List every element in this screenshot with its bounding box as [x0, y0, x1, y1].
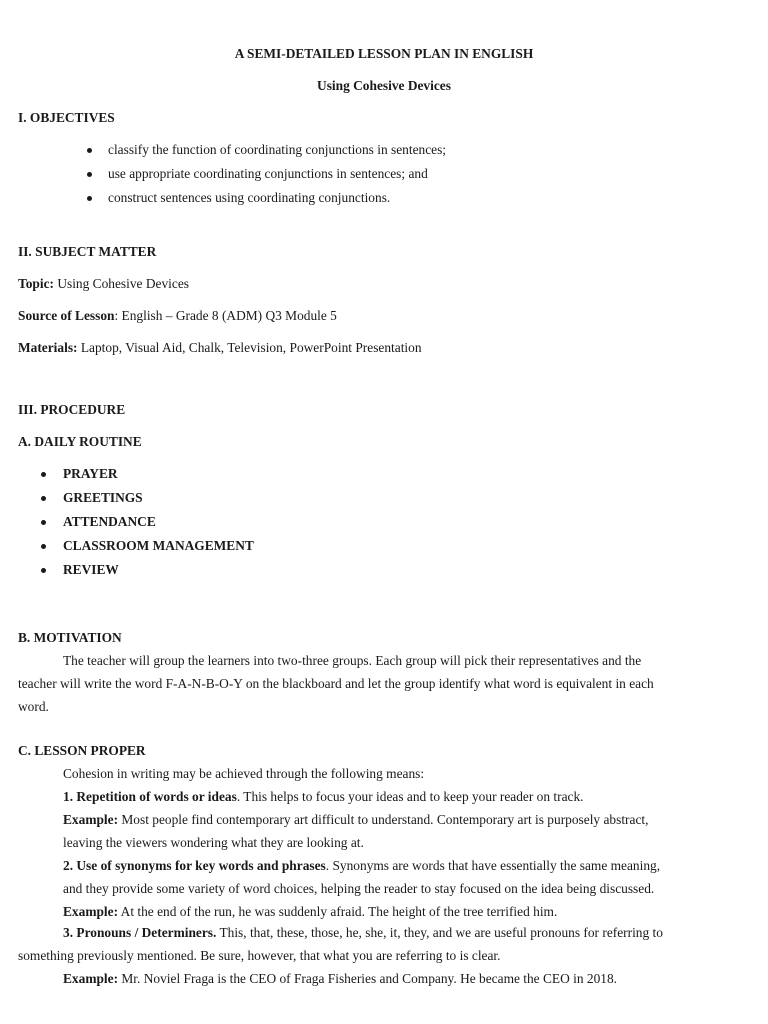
- topic-label: Topic:: [18, 276, 54, 291]
- example-1-text: Most people find contemporary art difficult to understand. Contemporary art is purposely abstract,: [118, 812, 649, 827]
- routine-item: CLASSROOM MANAGEMENT: [63, 538, 254, 553]
- bullet-icon: [41, 544, 46, 549]
- daily-routine-heading: A. DAILY ROUTINE: [18, 434, 142, 449]
- example-label: Example:: [63, 812, 119, 827]
- document-title: A SEMI-DETAILED LESSON PLAN IN ENGLISH: [234, 46, 534, 61]
- materials-value: Laptop, Visual Aid, Chalk, Television, PowerPoint Presentation: [77, 340, 422, 355]
- lesson-item-1: [63, 789, 584, 805]
- subject-matter-heading: II. SUBJECT MATTER: [18, 244, 157, 259]
- example-1-continuation: leaving the viewers wondering what they are looking at.: [63, 835, 364, 850]
- bullet-icon: [41, 496, 46, 501]
- lesson-item-1-label: 1. Repetition of words or ideas: [63, 789, 237, 804]
- motivation-line: The teacher will group the learners into two-three groups. Each group will pick their representatives and the: [63, 653, 642, 668]
- routine-item: ATTENDANCE: [63, 514, 156, 529]
- example-label: Example:: [63, 904, 119, 919]
- routine-item: GREETINGS: [63, 490, 143, 505]
- bullet-icon: [41, 472, 46, 477]
- bullet-icon: [87, 196, 92, 201]
- example-3-text: Mr. Noviel Fraga is the CEO of Fraga Fisheries and Company. He became the CEO in 2018.: [118, 971, 617, 986]
- example-2-line: [63, 904, 557, 920]
- example-2-text: At the end of the run, he was suddenly afraid. The height of the tree terrified him.: [118, 904, 558, 919]
- source-value: : English – Grade 8 (ADM) Q3 Module 5: [114, 308, 337, 323]
- lesson-item-3: [63, 925, 663, 941]
- document-subtitle: Using Cohesive Devices: [317, 78, 451, 93]
- lesson-item-3-text: This, that, these, those, he, she, it, they, and we are useful pronouns for referring to: [216, 925, 663, 940]
- lesson-proper-heading: C. LESSON PROPER: [18, 743, 146, 758]
- motivation-heading: B. MOTIVATION: [18, 630, 122, 645]
- routine-item: REVIEW: [63, 562, 119, 577]
- routine-item: PRAYER: [63, 466, 118, 481]
- procedure-heading: III. PROCEDURE: [18, 402, 126, 417]
- topic-value: Using Cohesive Devices: [53, 276, 189, 291]
- lesson-item-2-continuation: and they provide some variety of word choices, helping the reader to stay focused on the idea being discussed.: [63, 881, 655, 896]
- motivation-line: teacher will write the word F-A-N-B-O-Y on the blackboard and let the group identify what word is equivalent in each: [18, 676, 654, 691]
- example-label: Example:: [63, 971, 119, 986]
- source-line: [18, 308, 337, 324]
- objectives-heading: I. OBJECTIVES: [18, 110, 115, 125]
- example-3-line: [63, 971, 617, 987]
- topic-line: [18, 276, 189, 292]
- bullet-icon: [41, 568, 46, 573]
- objective-item: construct sentences using coordinating conjunctions.: [108, 190, 391, 205]
- lesson-item-2-text: . Synonyms are words that have essentially the same meaning,: [325, 858, 661, 873]
- source-label: Source of Lesson: [18, 308, 115, 323]
- materials-line: [18, 340, 422, 356]
- lesson-item-3-label: 3. Pronouns / Determiners.: [63, 925, 217, 940]
- lesson-item-2: [63, 858, 660, 874]
- lesson-item-1-text: . This helps to focus your ideas and to keep your reader on track.: [236, 789, 584, 804]
- bullet-icon: [87, 172, 92, 177]
- lesson-intro: Cohesion in writing may be achieved through the following means:: [63, 766, 425, 781]
- objective-item: use appropriate coordinating conjunctions in sentences; and: [108, 166, 428, 181]
- lesson-item-3-continuation: something previously mentioned. Be sure, however, that what you are referring to is clear.: [18, 948, 501, 963]
- motivation-line: word.: [18, 699, 49, 714]
- bullet-icon: [87, 148, 92, 153]
- materials-label: Materials:: [18, 340, 78, 355]
- objective-item: classify the function of coordinating conjunctions in sentences;: [108, 142, 447, 157]
- lesson-item-2-label: 2. Use of synonyms for key words and phrases: [63, 858, 326, 873]
- bullet-icon: [41, 520, 46, 525]
- example-1-line: [63, 812, 648, 828]
